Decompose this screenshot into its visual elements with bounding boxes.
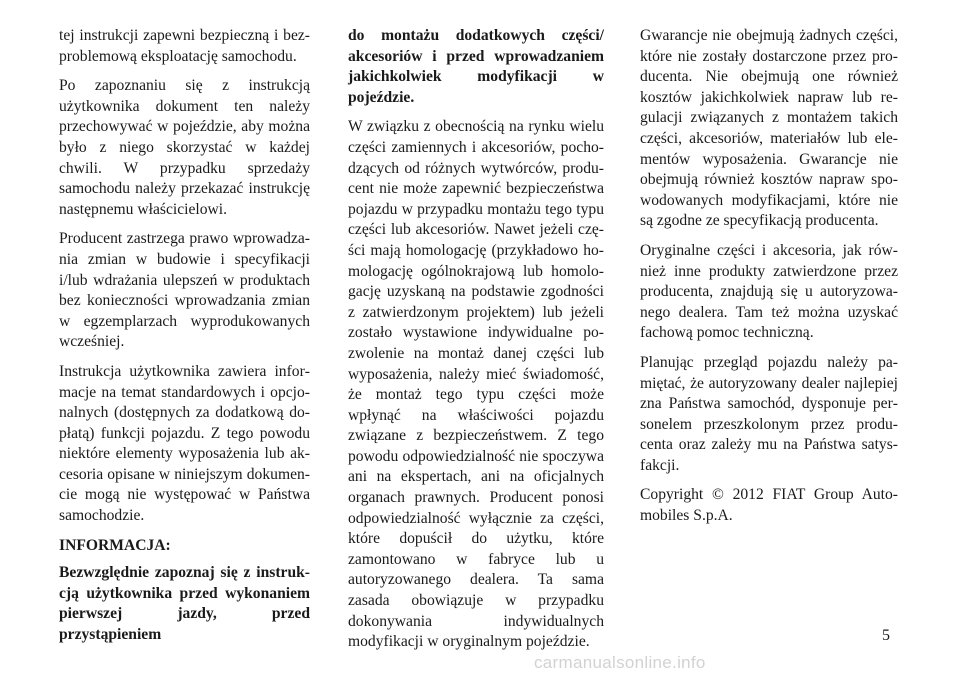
- info-warning-start: Bezwzględnie zapoznaj się z instrukcją użytkownika przed wykonaniem pierwszej jazdy, przed przystąpieniem: [59, 564, 310, 644]
- info-warning-continued: do montażu dodatkowych części/ akcesoriów i przed wprowadzaniem jakichkolwiek modyfikacji w pojeździe.: [348, 27, 604, 106]
- paragraph-original-parts: Oryginalne części i akcesoria, jak również inne produkty zatwierdzone przez producenta, znajdują się u autoryzowanego dealera. Tam też można uzyskać fachową pomoc techniczną.: [640, 241, 898, 342]
- copyright-notice: Copyright © 2012 FIAT Group Automobiles S.p.A.: [640, 486, 898, 525]
- paragraph-aftermarket-parts: W związku z obecnością na rynku wielu części zamiennych i akcesoriów, pochodzących od różnych wytwórców, producent nie może zapewnić bezpieczeństwa pojazdu w przypadku montażu tego typu części lub akcesoriów. Nawet jeżeli części mają homologację (przykładowo homologację ogólnokrajową lub homologację uzyskaną na podstawie zgodności z zatwierdzonym projektem) lub jeżeli zostało wystawione indywidualne pozwolenie na montaż danej części lub wyposażenia, należy mieć świadomość, że montaż tego typu części może wpłynąć na właściwości pojazdu związane z bezpieczeństwem. Z tego powodu odpowiedzialność nie spoczywa ani na ekspertach, ani na oficjalnych organach prawnych. Producent ponosi odpowiedzialność wyłącznie za części, które dopuścił do użytku, które zamontowano w fabryce lub u autoryzowanego dealera. Ta sama zasada obowiązuje w przypadku dokonywania indywidualnych modyfikacji w oryginalnym pojeździe.: [348, 118, 604, 651]
- paragraph-warranty-exclusions: Gwarancje nie obejmują żadnych części, które nie zostały dostarczone przez producenta. Nie obejmują one również kosztów jakichkolwiek napraw lub regulacji związanych z montażem takich części, akcesoriów, materiałów lub elementów wyposażenia. Gwarancje nie obejmują również kosztów napraw spowodowanych modyfikacjami, które nie są zgodne ze specyfikacją producenta.: [640, 27, 898, 230]
- paragraph-manufacturer-changes: Producent zastrzega prawo wprowadzania zmian w budowie i specyfikacji i/lub wdrażania ulepszeń w produktach bez konieczności wprowadzania zmian w egzemplarzach wyprodukowanych wcześniej.: [59, 230, 310, 351]
- paragraph-keep-manual: Po zapoznaniu się z instrukcją użytkownika dokument ten należy przechowywać w pojeździe, aby można było z niego skorzystać w każdej chwili. W przypadku sprzedaży samochodu należy przekazać instrukcję następnemu właścicielowi.: [59, 77, 310, 218]
- text-column-2: [348, 26, 604, 662]
- text-column-3: [640, 26, 898, 536]
- info-heading: INFORMACJA:: [59, 536, 171, 554]
- text-column-1: [59, 26, 310, 655]
- watermark: carmanualsonline.info: [534, 653, 706, 672]
- paragraph-safe-operation: tej instrukcji zapewni bezpieczną i bezproblemową eksploatację samochodu.: [59, 27, 310, 65]
- paragraph-service-planning: Planując przegląd pojazdu należy pamiętać, że autoryzowany dealer najlepiej zna Państwa samochód, dysponuje personelem przeszkolonym przez producenta oraz zależy mu na Państwa satysfakcji.: [640, 353, 898, 474]
- paragraph-optional-features: Instrukcja użytkownika zawiera informacje na temat standardowych i opcjonalnych (dostępnych za dodatkową dopłatą) funkcji pojazdu. Z tego powodu niektóre elementy wyposażenia lub akcesoria opisane w niniejszym dokumencie mogą nie występować w Państwa samochodzie.: [59, 362, 310, 525]
- page-number: 5: [882, 627, 890, 644]
